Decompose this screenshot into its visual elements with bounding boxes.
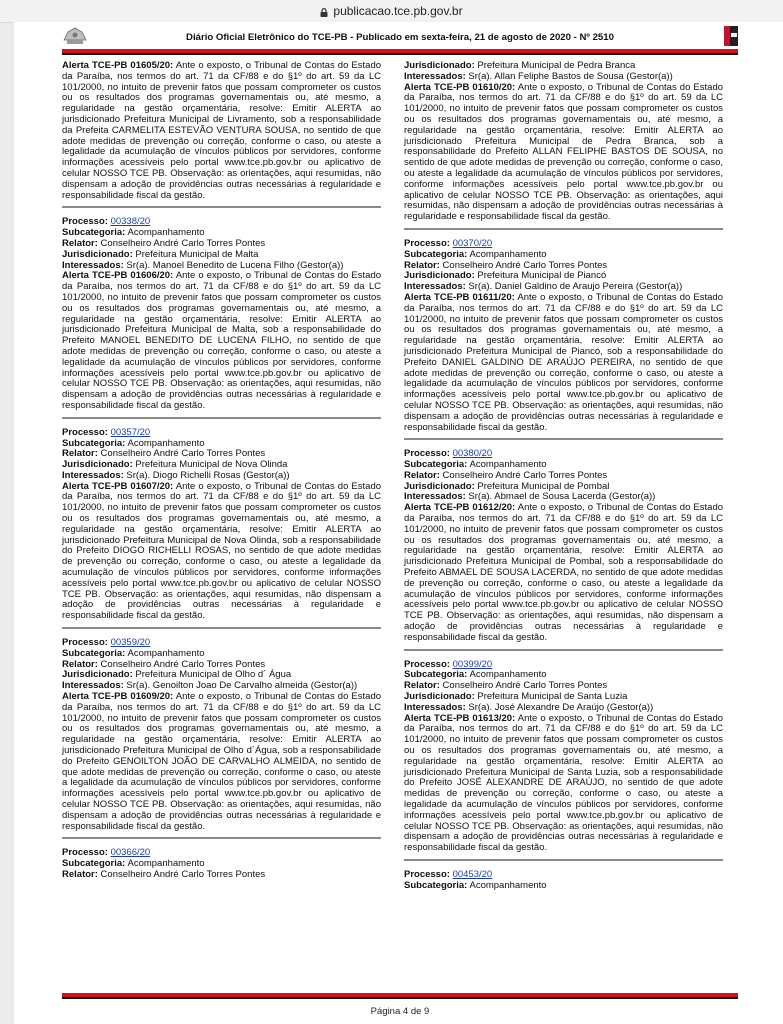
interessados-value: Sr(a). Allan Feliphe Bastos de Sousa (Gestor(a)) (468, 70, 673, 82)
label-jurisdicionado: Jurisdicionado: (62, 459, 133, 471)
alert-text: Ante o exposto, o Tribunal de Contas do Estado da Paraíba, nos termos do art. 71 da CF/88 e do §1º do art. 59 da LC 101/2000, no intuito de prevenir fatos que possam comprometer os custos ou os resultados dos programas governamentais ou, até mesmo, a regularidade na gestão orçamentária, resolve: Emitir ALERTA ao jurisdicionado Prefeitura Municipal de Olho d´Água, sob a responsabilidade do Prefeito GENOILTON JOÃO DE CARVALHO ALMEIDA, no sentido de que adote medidas de prevenção ou correção, conforme o caso, ou ateste a legalidade da acumulação de vínculos públicos por servidores, conforme informações acessíveis pelo portal www.tce.pb.gov.br ou aplicativo de celular NOSSO TCE PB. Observação: as orientações, aqui resumidas, não dispensam a adoção de providências outras necessárias à regularidade e responsabilidade fiscal da gestão. (62, 691, 382, 832)
document-page (14, 22, 783, 1024)
subcategoria-value: Acompanhamento (127, 647, 205, 659)
interessados-value: Sr(a). Diogo Richelli Rosas (Gestor(a)) (126, 469, 290, 481)
label-interessados: Interessados: (62, 259, 124, 271)
entry-divider (404, 228, 723, 230)
subcategoria-value: Acompanhamento (127, 437, 205, 449)
label-interessados: Interessados: (62, 469, 124, 481)
label-processo: Processo: (62, 216, 108, 228)
interessados-value: Sr(a). Daniel Galdino de Araujo Pereira (Gestor(a)) (468, 281, 683, 293)
entry-divider (62, 837, 381, 839)
label-subcategoria: Subcategoria: (62, 437, 126, 449)
subcategoria-value: Acompanhamento (469, 459, 547, 471)
jurisdicionado-value: Prefeitura Municipal de Pedra Branca (477, 60, 636, 71)
alert-code: Alerta TCE-PB 01607/20: (62, 480, 174, 492)
label-subcategoria: Subcategoria: (62, 227, 126, 239)
document-header (62, 26, 738, 48)
entry-00380 (404, 449, 723, 643)
label-jurisdicionado: Jurisdicionado: (404, 691, 475, 703)
label-interessados: Interessados: (404, 281, 466, 293)
entry-divider (404, 859, 723, 861)
label-interessados: Interessados: (404, 491, 466, 503)
label-relator: Relator: (62, 868, 98, 880)
alert-code: Alerta TCE-PB 01606/20: (62, 270, 174, 282)
left-column (62, 61, 381, 886)
label-relator: Relator: (404, 469, 440, 481)
alert-text: Ante o exposto, o Tribunal de Contas do Estado da Paraíba, nos termos do art. 71 da CF/88 e do §1º do art. 59 da LC 101/2000, no intuito de prevenir fatos que possam comprometer os custos ou os resultados dos programas governamentais ou, até mesmo, a regularidade na gestão orçamentária, resolve: Emitir ALERTA ao jurisdicionado Prefeitura Municipal de Piancó, sob a responsabilidade do Prefeito DANIEL GALDINO DE ARAÚJO PEREIRA, no sentido de que adote medidas de prevenção ou correção, conforme o caso, ou ateste a legalidade da acumulação de vínculos públicos por servidores, conforme informações acessíveis pelo portal www.tce.pb.gov.br ou aplicativo de celular NOSSO TCE PB. Observação: as orientações, aqui resumidas, não dispensam a adoção de providências outras necessárias à regularidade e responsabilidade fiscal da gestão. (404, 291, 723, 433)
label-processo: Processo: (404, 448, 450, 460)
label-processo: Processo: (62, 637, 108, 649)
label-subcategoria: Subcategoria: (404, 248, 468, 260)
entry-top-right (404, 61, 723, 223)
jurisdicionado-value: Prefeitura Municipal de Nova Olinda (135, 459, 288, 471)
relator-value: Conselheiro André Carlo Torres Pontes (442, 680, 608, 692)
label-processo: Processo: (62, 426, 108, 438)
label-relator: Relator: (404, 259, 440, 271)
relator-value: Conselheiro André Carlo Torres Pontes (100, 658, 266, 670)
label-jurisdicionado: Jurisdicionado: (404, 270, 475, 282)
alert-text: Ante o exposto, o Tribunal de Contas do Estado da Paraíba, nos termos do art. 71 da CF/88 e do §1º do art. 59 da LC 101/2000, no intuito de prevenir fatos que possam comprometer os custos ou os resultados dos programas governamentais ou, até mesmo, a regularidade na gestão orçamentária, resolve: Emitir ALERTA ao jurisdicionado Prefeitura Municipal de Livramento, sob a responsabilidade da Prefeita CARMELITA ESTEVÃO VENTURA SOUSA, no sentido de que adote medidas de prevenção ou correção, conforme o caso, ou ateste a legalidade da acumulação de vínculos públicos por servidores, conforme informações acessíveis pelo portal www.tce.pb.gov.br ou aplicativo de celular NOSSO TCE PB. Observação: as orientações, aqui resumidas, não dispensam a adoção de providências outras necessárias à regularidade e responsabilidade fiscal da gestão. (62, 60, 382, 201)
entry-00366 (62, 848, 381, 880)
entry-00359 (62, 638, 381, 832)
label-interessados: Interessados: (404, 701, 466, 713)
label-relator: Relator: (62, 658, 98, 670)
processo-link[interactable]: 00370/20 (452, 237, 493, 249)
processo-link[interactable]: 00359/20 (110, 637, 151, 649)
jurisdicionado-value: Prefeitura Municipal de Olho d´ Água (135, 669, 292, 681)
footer-black-rule (62, 997, 738, 999)
entry-divider (404, 649, 723, 651)
subcategoria-value: Acompanhamento (127, 858, 205, 870)
processo-link[interactable]: 00380/20 (452, 448, 493, 460)
entry-divider (404, 438, 723, 440)
entry-00357 (62, 428, 381, 622)
alert-text: Ante o exposto, o Tribunal de Contas do Estado da Paraíba, nos termos do art. 71 da CF/88 e do §1º do art. 59 da LC 101/2000, no intuito de prevenir fatos que possam comprometer os custos ou os resultados dos programas governamentais ou, até mesmo, a regularidade na gestão orçamentária, resolve: Emitir ALERTA ao jurisdicionado Prefeitura Municipal de Malta, sob a responsabilidade do Prefeito MANOEL BENEDITO DE LUCENA FILHO, no sentido de que adote medidas de prevenção ou correção, conforme o caso, ou ateste a legalidade da acumulação de vínculos públicos por servidores, conforme informações acessíveis pelo portal www.tce.pb.gov.br ou aplicativo de celular NOSSO TCE PB. Observação: as orientações, aqui resumidas, não dispensam a adoção de providências outras necessárias à regularidade e responsabilidade fiscal da gestão. (62, 270, 382, 411)
relator-value: Conselheiro André Carlo Torres Pontes (100, 448, 266, 460)
processo-link[interactable]: 00357/20 (110, 426, 151, 438)
subcategoria-value: Acompanhamento (469, 248, 547, 260)
label-relator: Relator: (404, 680, 440, 692)
header-title: Diário Oficial Eletrônico do TCE-PB - Publicado em sexta-feira, 21 de agosto de 2020 - Nº 2510 (186, 31, 614, 43)
label-subcategoria: Subcategoria: (62, 647, 126, 659)
label-interessados: Interessados: (62, 680, 124, 692)
subcategoria-value: Acompanhamento (469, 879, 547, 891)
paraiba-flag-icon (724, 26, 738, 46)
alert-text: Ante o exposto, o Tribunal de Contas do Estado da Paraíba, nos termos do art. 71 da CF/88 e do §1º do art. 59 da LC 101/2000, no intuito de prevenir fatos que possam comprometer os custos ou os resultados dos programas governamentais ou, até mesmo, a regularidade na gestão orçamentária, resolve: Emitir ALERTA ao jurisdicionado Prefeitura Municipal de Nova Olinda, sob a responsabilidade do Prefeito DIOGO RICHELLI ROSAS, no sentido de que adote medidas de prevenção ou correção, conforme o caso, ou ateste a legalidade da acumulação de vínculos públicos por servidores, conforme informações acessíveis pelo portal www.tce.pb.gov.br ou aplicativo de celular NOSSO TCE PB. Observação: as orientações, aqui resumidas, não dispensam a adoção de providências outras necessárias à regularidade e responsabilidade fiscal da gestão. (62, 480, 382, 622)
interessados-value: Sr(a). Manoel Benedito de Lucena Filho (Gestor(a)) (126, 259, 344, 271)
lock-icon (320, 8, 328, 17)
label-jurisdicionado: Jurisdicionado: (62, 248, 133, 260)
alert-text: Ante o exposto, o Tribunal de Contas do Estado da Paraíba, nos termos do art. 71 da CF/88 e do §1º do art. 59 da LC 101/2000, no intuito de prevenir fatos que possam comprometer os custos ou os resultados dos programas governamentais ou, até mesmo, a regularidade na gestão orçamentária, resolve: Emitir ALERTA ao jurisdicionado Prefeitura Municipal de Santa Luzia, sob a responsabilidade do Prefeito JOSÉ ALEXANDRE DE ARAÚJO, no sentido de que adote medidas de prevenção ou correção, conforme o caso, ou ateste a legalidade da acumulação de vínculos públicos por servidores, conforme informações acessíveis pelo portal www.tce.pb.gov.br ou aplicativo de celular NOSSO TCE PB. Observação: as orientações, aqui resumidas, não dispensam a adoção de providências outras necessárias à regularidade e responsabilidade fiscal da gestão. (404, 712, 724, 854)
browser-url[interactable]: publicacao.tce.pb.gov.br (333, 4, 463, 18)
header-black-rule (62, 53, 738, 55)
alert-code: Alerta TCE-PB 01609/20: (62, 691, 174, 703)
label-processo: Processo: (404, 658, 450, 670)
entry-00370 (404, 239, 723, 433)
label-processo: Processo: (62, 847, 108, 859)
processo-link[interactable]: 00453/20 (452, 868, 493, 880)
jurisdicionado-value: Prefeitura Municipal de Piancó (477, 270, 607, 282)
subcategoria-value: Acompanhamento (469, 669, 547, 681)
alert-text: Ante o exposto, o Tribunal de Contas do Estado da Paraíba, nos termos do art. 71 da CF/88 e do §1º do art. 59 da LC 101/2000, no intuito de prevenir fatos que possam comprometer os custos ou os resultados dos programas governamentais ou, até mesmo, a regularidade na gestão orçamentária, resolve: Emitir ALERTA ao jurisdicionado Prefeitura Municipal de Pedra Branca, sob a responsabilidade do Prefeito ALLAN FELIPHE BASTOS DE SOUSA, no sentido de que adote medidas de prevenção ou correção, conforme o caso, ou ateste a legalidade da acumulação de vínculos públicos por servidores, conforme informações acessíveis pelo portal www.tce.pb.gov.br ou aplicativo de celular NOSSO TCE PB. Observação: as orientações, aqui resumidas, não dispensam a adoção de providências outras necessárias à regularidade e responsabilidade fiscal da gestão. (404, 81, 724, 223)
label-subcategoria: Subcategoria: (404, 879, 468, 891)
jurisdicionado-value: Prefeitura Municipal de Malta (135, 248, 259, 260)
alert-text: Ante o exposto, o Tribunal de Contas do Estado da Paraíba, nos termos do art. 71 da CF/88 e do §1º do art. 59 da LC 101/2000, no intuito de prevenir fatos que possam comprometer os custos ou os resultados dos programas governamentais ou, até mesmo, a regularidade na gestão orçamentária, resolve: Emitir ALERTA ao jurisdicionado Prefeitura Municipal de Pombal, sob a responsabilidade do Prefeito ABMAEL DE SOUSA LACERDA, no sentido de que adote medidas de prevenção ou correção, conforme o caso, ou ateste a legalidade da acumulação de vínculos públicos por servidores, conforme informações acessíveis pelo portal www.tce.pb.gov.br ou aplicativo de celular NOSSO TCE PB. Observação: as orientações, aqui resumidas, não dispensam a adoção de providências outras necessárias à regularidade e responsabilidade fiscal da gestão. (404, 502, 724, 643)
interessados-value: Sr(a). José Alexandre De Araújo (Gestor(a)) (468, 701, 654, 713)
interessados-value: Sr(a). Abmael de Sousa Lacerda (Gestor(a)) (468, 491, 656, 503)
label-relator: Relator: (62, 237, 98, 249)
entry-00399 (404, 660, 723, 854)
processo-link[interactable]: 00338/20 (110, 216, 151, 228)
label-subcategoria: Subcategoria: (404, 669, 468, 681)
alert-code: Alerta TCE-PB 01605/20: (62, 60, 174, 71)
processo-link[interactable]: 00366/20 (110, 847, 151, 859)
relator-value: Conselheiro André Carlo Torres Pontes (100, 868, 266, 880)
relator-value: Conselheiro André Carlo Torres Pontes (442, 259, 608, 271)
label-jurisdicionado: Jurisdicionado: (62, 669, 133, 681)
relator-value: Conselheiro André Carlo Torres Pontes (442, 469, 608, 481)
label-subcategoria: Subcategoria: (404, 459, 468, 471)
page-number: Página 4 de 9 (370, 1006, 430, 1017)
jurisdicionado-value: Prefeitura Municipal de Pombal (477, 480, 610, 492)
label-processo: Processo: (404, 868, 450, 880)
entry-top-left (62, 61, 381, 201)
entry-divider (62, 627, 381, 629)
entry-alert (62, 61, 381, 201)
label-jurisdicionado: Jurisdicionado: (404, 480, 475, 492)
entry-00338 (62, 217, 381, 411)
right-column (404, 61, 723, 897)
entry-00453 (404, 870, 723, 892)
entry-divider (62, 206, 381, 208)
label-relator: Relator: (62, 448, 98, 460)
label-processo: Processo: (404, 237, 450, 249)
alert-code: Alerta TCE-PB 01610/20: (404, 81, 516, 93)
label-subcategoria: Subcategoria: (62, 858, 126, 870)
label-interessados: Interessados: (404, 70, 466, 82)
alert-code: Alerta TCE-PB 01612/20: (404, 502, 516, 514)
alert-code: Alerta TCE-PB 01611/20: (404, 291, 515, 303)
label-jurisdicionado: Jurisdicionado: (404, 60, 475, 71)
subcategoria-value: Acompanhamento (127, 227, 205, 239)
entry-divider (62, 417, 381, 419)
processo-link[interactable]: 00399/20 (452, 658, 493, 670)
relator-value: Conselheiro André Carlo Torres Pontes (100, 237, 266, 249)
tce-crest-icon (62, 26, 88, 46)
interessados-value: Sr(a). Genoilton Joao De Carvalho almeida (Gestor(a)) (126, 680, 358, 692)
alert-code: Alerta TCE-PB 01613/20: (404, 712, 516, 724)
browser-address-bar[interactable] (0, 0, 783, 23)
jurisdicionado-value: Prefeitura Municipal de Santa Luzia (477, 691, 628, 703)
